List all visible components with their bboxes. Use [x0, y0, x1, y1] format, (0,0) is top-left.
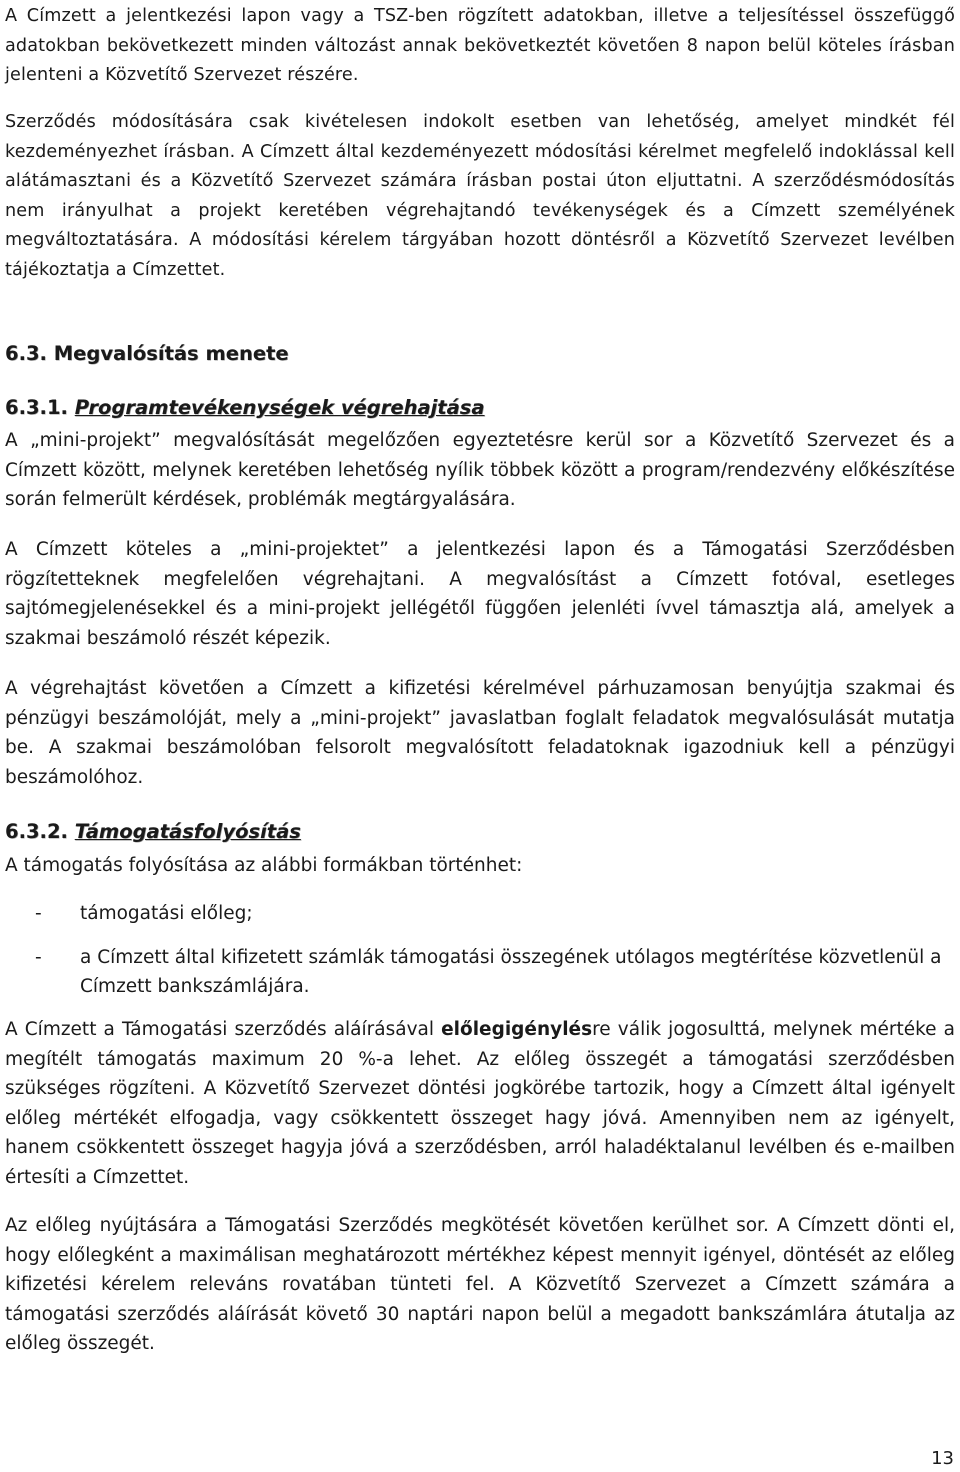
payment-forms-list [5, 899, 955, 1002]
advance-keyword: előlegigénylés [441, 1019, 593, 1040]
section-title: Támogatásfolyósítás [74, 820, 301, 843]
page-number: 13 [931, 1448, 954, 1469]
section-title: Megvalósítás menete [53, 342, 289, 365]
section-heading-6-3 [5, 340, 289, 368]
list-bullet: - [35, 946, 42, 968]
paragraph-advance-disbursement: Az előleg nyújtására a Támogatási Szerződés megkötését követően kerülhet sor. A Címzett dönti el, hogy előlegként a maximálisan meghatározott mértékhez képest mennyit igényel, döntését az előleg kifizetési kérelem releváns rovatában tünteti fel. A Közvetítő Szervezet a Címzett számára a támogatási szerződés aláírását követő 30 naptári napon belül a megadott bankszámlára átutalja az előleg összegét. [5, 1215, 955, 1354]
paragraph-payment-forms-intro: A támogatás folyósítása az alábbi formákban történhet: [5, 855, 523, 876]
list-item-text: a Címzett által kifizetett számlák támogatási összegének utólagos megtérítése közvetlenül a Címzett bankszámlájára. [80, 946, 942, 997]
list-item-text: támogatási előleg; [80, 903, 253, 924]
paragraph-execution-obligation: A Címzett köteles a „mini-projektet” a jelentkezési lapon és a Támogatási Szerződésben rögzítetteknek megfelelően végrehajtani. A megvalósítást a Címzett fotóval, esetleges sajtómegjelenésekkel és a mini-projekt jellégétől függően jelenléti ívvel támasztja alá, amelyek a szakmai beszámoló részét képezik. [5, 539, 955, 649]
list-bullet: - [35, 903, 42, 924]
paragraph-change-reporting: A Címzett a jelentkezési lapon vagy a TSZ-ben rögzített adatokban, illetve a teljesítéssel összefüggő adatokban bekövetkezett minden változást annak bekövetkeztét követően 8 napon belül köteles írásban jelenteni a Közvetítő Szervezet részére. [5, 6, 955, 85]
advance-text-rest: re válik jogosulttá, melynek mértéke a megítélt támogatás maximum 20 %-a lehet. Az előleg összegét a támogatási szerződésben szükséges rögzíteni. A Közvetítő Szervezet döntési jogkörébe tartozik, hogy a Címzett által igényelt előleg mértékét elfogadja, vagy csökkentett összeget hagy jóvá. Amennyiben nem az igényelt, hanem csökkentett összeget hagyja jóvá a szerződésben, arról haladéktalanul levélben és e-mailben értesíti a Címzettet. [5, 1019, 955, 1188]
section-number: 6.3.2. [5, 820, 68, 843]
section-heading-6-3-1 [5, 394, 485, 422]
section-number: 6.3.1. [5, 396, 68, 419]
paragraph-contract-modification: Szerződés módosítására csak kivételesen indokolt esetben van lehetőség, amelyet mindkét fél kezdeményezhet írásban. A Címzett által kezdeményezett módosítási kérelmet megfelelő indoklással kell alátámasztani és a Közvetítő Szervezet számára írásban postai úton eljuttatni. A szerződésmódosítás nem irányulhat a projekt keretében végrehajtandó tevékenységek és a Címzett személyének megváltoztatására. A módosítási kérelem tárgyában hozott döntésről a Közvetítő Szervezet levélben tájékoztatja a Címzettet. [5, 112, 955, 280]
section-title: Programtevékenységek végrehajtása [74, 396, 485, 419]
section-heading-6-3-2 [5, 818, 301, 846]
list-item [5, 943, 955, 1002]
paragraph-coordination: A „mini-projekt” megvalósítását megelőzően egyeztetésre kerül sor a Közvetítő Szervezet és a Címzett között, melynek keretében lehetőség nyílik többek között a program/rendezvény előkészítése során felmerült kérdések, problémák megtárgyalására. [5, 430, 955, 510]
list-item [5, 899, 955, 929]
paragraph-reporting: A végrehajtást követően a Címzett a kifizetési kérelmével párhuzamosan benyújtja szakmai és pénzügyi beszámolóját, mely a „mini-projekt” javaslatban foglalt feladatok megvalósulását mutatja be. A szakmai beszámolóban felsorolt megvalósított feladatoknak igazodniuk kell a pénzügyi beszámolóhoz. [5, 678, 955, 788]
paragraph-advance-payment [5, 1015, 955, 1192]
section-number: 6.3. [5, 342, 47, 365]
advance-text-start: A Címzett a Támogatási szerződés aláírásával [5, 1019, 442, 1040]
